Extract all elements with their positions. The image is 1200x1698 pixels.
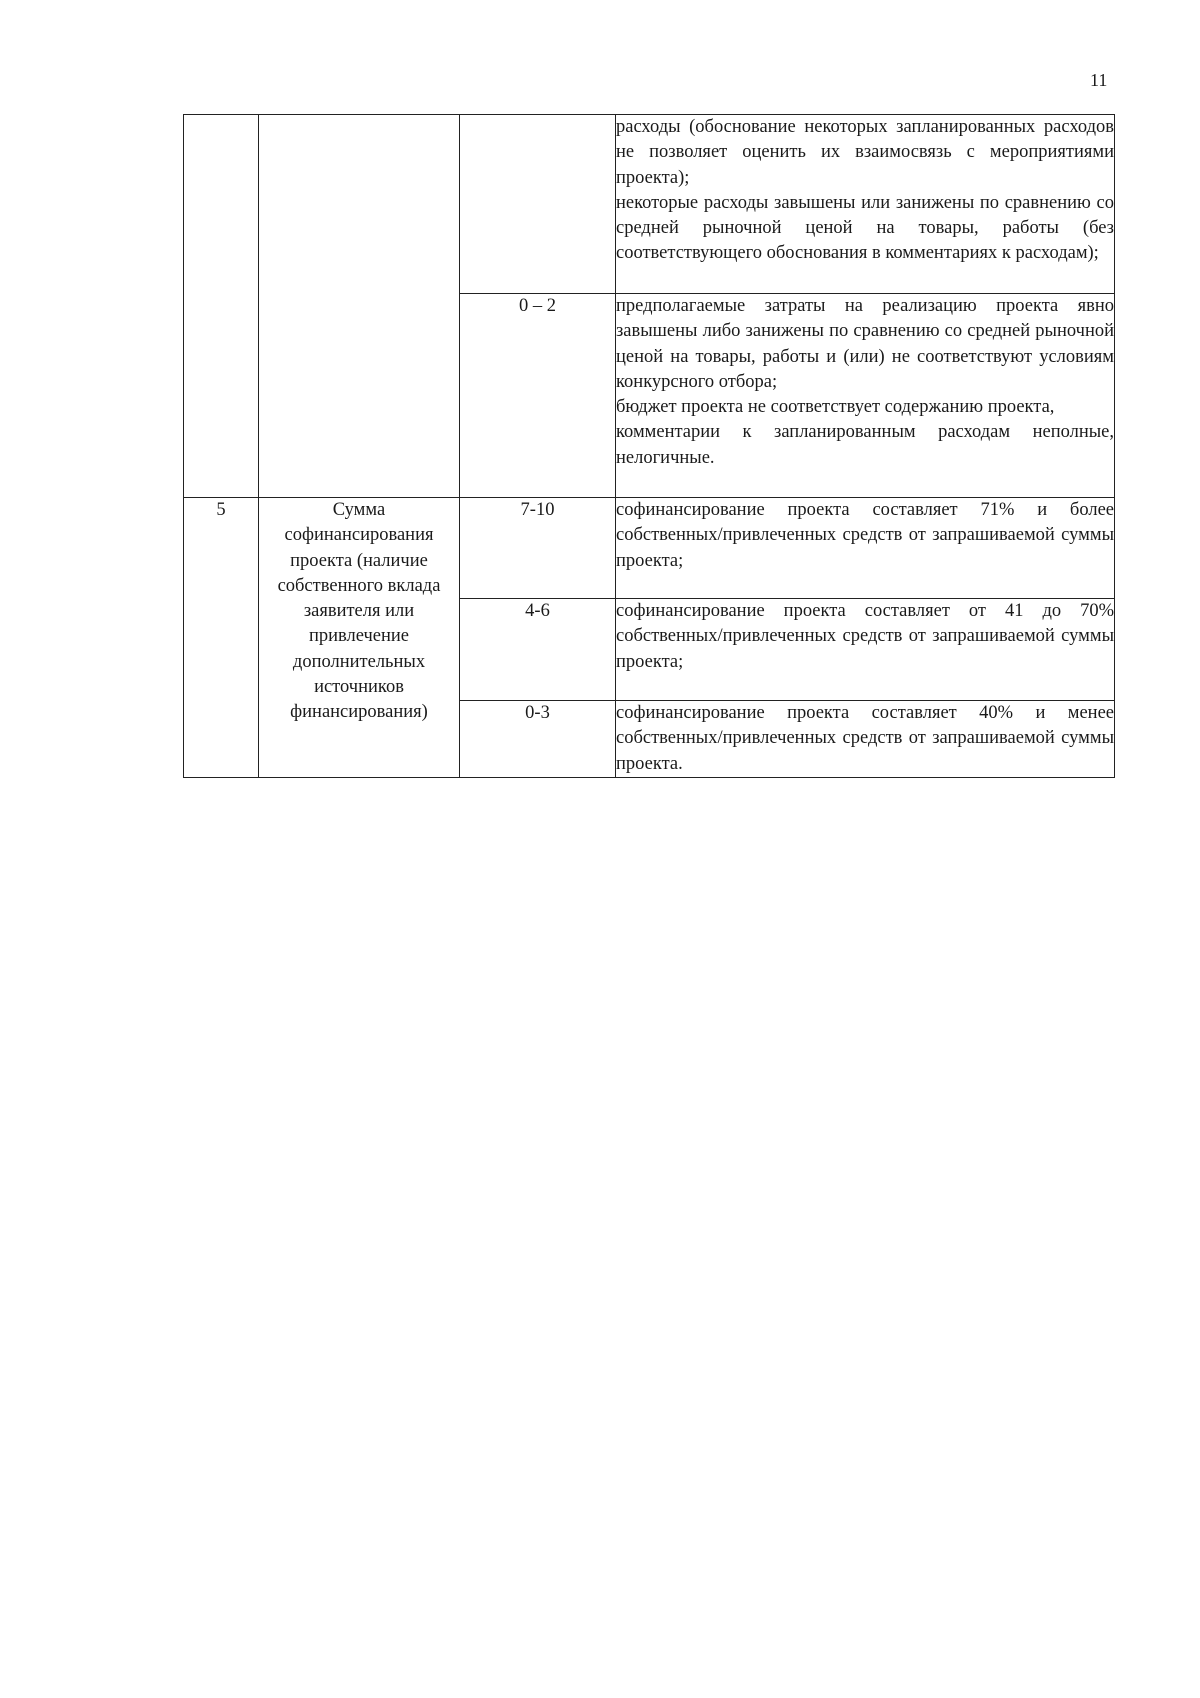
score-cell: 0 – 2: [460, 294, 616, 498]
description-paragraph: комментарии к запланированным расходам неполные, нелогичные.: [616, 422, 1114, 468]
evaluation-criteria-table: [183, 114, 1115, 778]
table-row: [184, 498, 1115, 599]
criterion-number-cell: 5: [184, 498, 259, 778]
score-cell: 4-6: [460, 599, 616, 701]
score-cell: [460, 115, 616, 294]
description-cell: [616, 294, 1115, 498]
score-cell: 0-3: [460, 701, 616, 778]
description-paragraph: расходы (обоснование некоторых запланированных расходов не позволяет оценить их взаимосвязь с мероприятиями проекта);: [616, 117, 1114, 188]
description-paragraph: предполагаемые затраты на реализацию проекта явно завышены либо занижены по сравнению со средней рыночной ценой на товары, работы и (или) не соответствуют условиям конкурсного отбора;: [616, 296, 1114, 392]
description-cell: [616, 115, 1115, 294]
description-paragraph: некоторые расходы завышены или занижены по сравнению со средней рыночной ценой на товары, работы (без соответствующего обоснования в комментариях к расходам);: [616, 192, 1114, 264]
description-paragraph: бюджет проекта не соответствует содержанию проекта,: [616, 397, 1055, 418]
criterion-name-cell: [259, 115, 460, 498]
score-cell: 7-10: [460, 498, 616, 599]
table-row: [184, 115, 1115, 294]
criterion-number-cell: [184, 115, 259, 498]
page-number: 11: [1090, 70, 1108, 90]
criterion-name-cell: Сумма софинансирования проекта (наличие собственного вклада заявителя или привлечение дополнительных источников финансирования): [259, 498, 460, 778]
description-cell: софинансирование проекта составляет 71% и более собственных/привлеченных средств от запрашиваемой суммы проекта;: [616, 498, 1115, 599]
description-cell: софинансирование проекта составляет 40% и менее собственных/привлеченных средств от запрашиваемой суммы проекта.: [616, 701, 1115, 778]
description-cell: софинансирование проекта составляет от 41 до 70% собственных/привлеченных средств от запрашиваемой суммы проекта;: [616, 599, 1115, 701]
